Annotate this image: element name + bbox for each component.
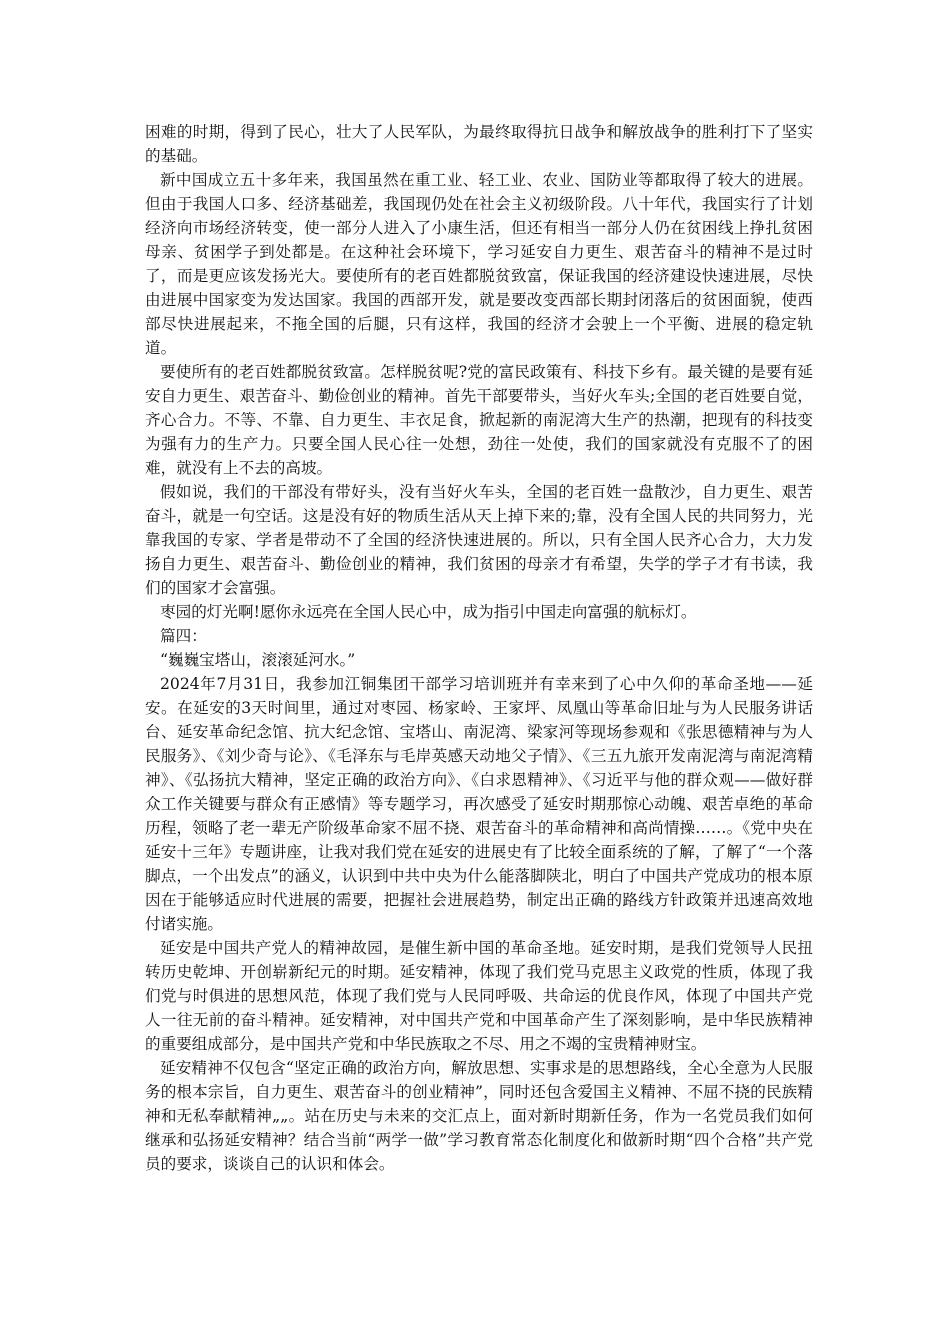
section-heading: 篇四：	[160, 627, 207, 645]
paragraph-10: 延安精神不仅包含“坚定正确的政治方向，解放思想、实事求是的思想路线，全心全意为人民服务的根本宗旨，自力更生、艰苦奋斗的创业精神”，同时还包含爱国主义精神、不屈不挠的民族精神和无私奉献精神„„。站在历史与未来的交汇点上，面对新时期新任务，作为一名党员我们如何继承和弘扬延安精神？结合当前“两学一做”学习教育常态化制度化和做新时期“四个合格”共产党员的要求，谈谈自己的认识和体会。	[145, 1059, 813, 1173]
paragraph-4: 假如说，我们的干部没有带好头，没有当好火车头，全国的老百姓一盘散沙，自力更生、艰苦奋斗，就是一句空话。这是没有好的物质生活从天上掉下来的;靠，没有全国人民的共同努力，光靠我国的专家、学者是带动不了全国的经济快速进展的。所以，只有全国人民齐心合力，大力发扬自力更生、艰苦奋斗、勤俭创业的精神，我们贫困的母亲才有希望，失学的学子才有书读，我们的国家才会富强。	[145, 483, 813, 597]
paragraph-8: 2024年7月31日，我参加江铜集团干部学习培训班并有幸来到了心中久仰的革命圣地——延安。在延安的3天时间里，通过对枣园、杨家岭、王家坪、凤凰山等革命旧址与为人民服务讲话台、延安革命纪念馆、抗大纪念馆、宝塔山、南泥湾、梁家河等现场参观和《张思德精神与为人民服务》、《刘少奇与论》、《毛泽东与毛岸英感天动地父子情》、《三五九旅开发南泥湾与南泥湾精神》、《弘扬抗大精神，坚定正确的政治方向》、《白求恩精神》、《习近平与他的群众观——做好群众工作关键要与群众有正感情》等专题学习，再次感受了延安时期那惊心动魄、艰苦卓绝的革命历程，领略了老一辈无产阶级革命家不屈不挠、艰苦奋斗的革命精神和高尚情操……。《党中央在延安十三年》专题讲座，让我对我们党在延安的进展史有了比较全面系统的了解，了解了“一个落脚点，一个出发点”的涵义，认识到中共中央为什么能落脚陕北，明白了中国共产党成功的根本原因在于能够适应时代进展的需要，把握社会进展趋势，制定出正确的路线方针政策并迅速高效地付诸实施。	[145, 675, 813, 933]
document-body	[145, 120, 813, 1176]
paragraph-1: 困难的时期，得到了民心，壮大了人民军队，为最终取得抗日战争和解放战争的胜利打下了坚实的基础。	[145, 123, 813, 165]
paragraph-3: 要使所有的老百姓都脱贫致富。怎样脱贫呢?党的富民政策有、科技下乡有。最关键的是要有延安自力更生、艰苦奋斗、勤俭创业的精神。首先干部要带头，当好火车头;全国的老百姓要自觉，齐心合力。不等、不靠、自力更生、丰衣足食，掀起新的南泥湾大生产的热潮，把现有的科技变为强有力的生产力。只要全国人民心往一处想，劲往一处使，我们的国家就没有克服不了的困难，就没有上不去的高坡。	[145, 363, 813, 477]
paragraph-2: 新中国成立五十多年来，我国虽然在重工业、轻工业、农业、国防业等都取得了较大的进展。但由于我国人口多、经济基础差，我国现仍处在社会主义初级阶段。八十年代，我国实行了计划经济向市场经济转变，使一部分人进入了小康生活，但还有相当一部分人仍在贫困线上挣扎贫困母亲、贫困学子到处都是。在这种社会环境下，学习延安自力更生、艰苦奋斗的精神不是过时了，而是更应该发扬光大。要使所有的老百姓都脱贫致富，保证我国的经济建设快速进展，尽快由进展中国家变为发达国家。我国的西部开发，就是要改变西部长期封闭落后的贫困面貌，使西部尽快进展起来，不拖全国的后腿，只有这样，我国的经济才会驶上一个平衡、进展的稳定轨道。	[145, 171, 813, 357]
paragraph-9: 延安是中国共产党人的精神故园，是催生新中国的革命圣地。延安时期，是我们党领导人民扭转历史乾坤、开创崭新纪元的时期。延安精神，体现了我们党马克思主义政党的性质，体现了我们党与时俱进的思想风范，体现了我们党与人民同呼吸、共命运的优良作风，体现了中国共产党人一往无前的奋斗精神。延安精神，对中国共产党和中国革命产生了深刻影响，是中华民族精神的重要组成部分，是中国共产党和中华民族取之不尽、用之不竭的宝贵精神财宝。	[145, 939, 813, 1053]
quote-line: “巍巍宝塔山，滚滚延河水。”	[160, 651, 356, 669]
paragraph-5: 枣园的灯光啊!愿你永远亮在全国人民心中，成为指引中国走向富强的航标灯。	[160, 603, 697, 621]
